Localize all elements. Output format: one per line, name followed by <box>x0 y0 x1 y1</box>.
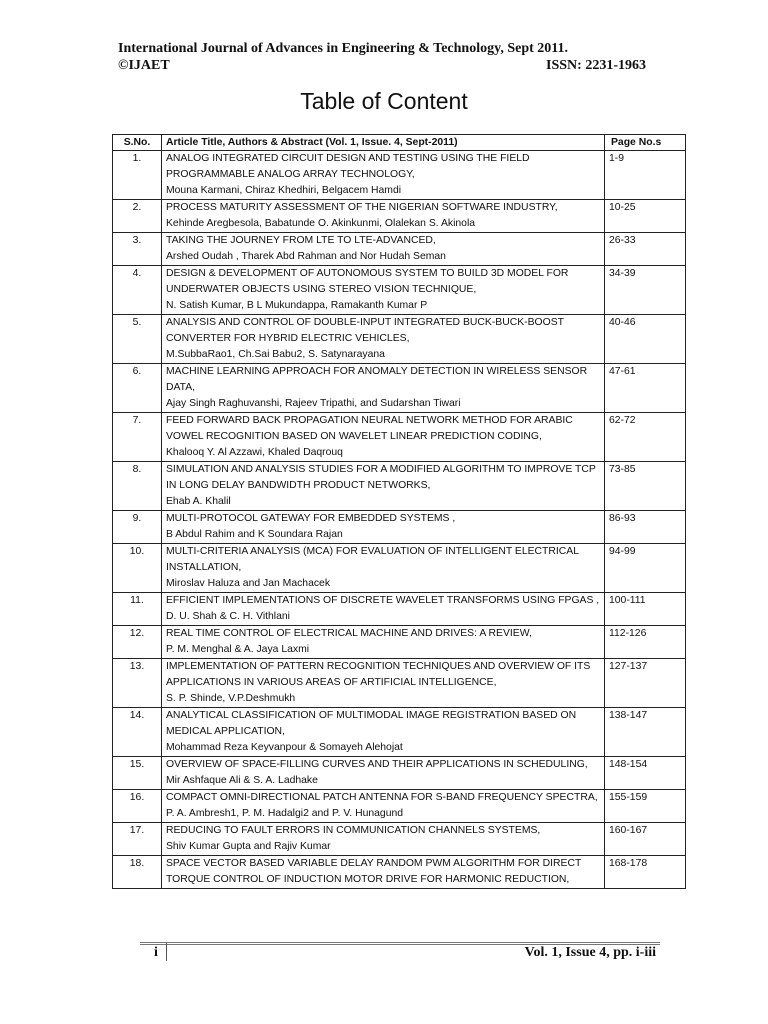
table-row <box>113 511 686 544</box>
table-row <box>113 708 686 757</box>
article-title[interactable]: ANALOG INTEGRATED CIRCUIT DESIGN AND TESTING USING THE FIELD PROGRAMMABLE ANALOG ARRAY TECHNOLOGY, <box>166 153 530 180</box>
row-article <box>162 413 605 462</box>
article-authors: N. Satish Kumar, B L Mukundappa, Ramakanth Kumar P <box>166 300 428 311</box>
row-sno: 17. <box>113 823 162 856</box>
article-title[interactable]: TAKING THE JOURNEY FROM LTE TO LTE-ADVANCED, <box>166 235 436 246</box>
row-pages: 34-39 <box>605 266 686 315</box>
table-row <box>113 659 686 708</box>
row-pages: 148-154 <box>605 757 686 790</box>
article-authors: Mohammad Reza Keyvanpour & Somayeh Alehojat <box>166 742 403 753</box>
article-title[interactable]: REAL TIME CONTROL OF ELECTRICAL MACHINE AND DRIVES: A REVIEW, <box>166 628 532 639</box>
table-row <box>113 413 686 462</box>
table-row <box>113 626 686 659</box>
toc-header-row <box>113 135 686 151</box>
article-title[interactable]: SPACE VECTOR BASED VARIABLE DELAY RANDOM PWM ALGORITHM FOR DIRECT TORQUE CONTROL OF INDUCTION MOTOR DRIVE FOR HARMONIC REDUCTION, <box>166 858 582 885</box>
article-title[interactable]: MULTI-PROTOCOL GATEWAY FOR EMBEDDED SYSTEMS , <box>166 513 456 524</box>
row-pages: 112-126 <box>605 626 686 659</box>
row-sno: 11. <box>113 593 162 626</box>
row-sno: 8. <box>113 462 162 511</box>
table-row <box>113 544 686 593</box>
journal-name: International Journal of Advances in Engineering & Technology, Sept 2011. <box>118 41 569 56</box>
row-sno: 9. <box>113 511 162 544</box>
header-row-2 <box>118 57 646 74</box>
row-sno: 13. <box>113 659 162 708</box>
row-sno: 10. <box>113 544 162 593</box>
row-article <box>162 593 605 626</box>
page-title: Table of Content <box>300 88 468 114</box>
article-authors: D. U. Shah & C. H. Vithlani <box>166 611 290 622</box>
article-title[interactable]: FEED FORWARD BACK PROPAGATION NEURAL NETWORK METHOD FOR ARABIC VOWEL RECOGNITION BASED ON WAVELET LINEAR PREDICTION CODING, <box>166 415 573 442</box>
article-title[interactable]: SIMULATION AND ANALYSIS STUDIES FOR A MODIFIED ALGORITHM TO IMPROVE TCP IN LONG DELAY BANDWIDTH PRODUCT NETWORKS, <box>166 464 596 491</box>
row-article <box>162 462 605 511</box>
toc-table <box>112 134 686 889</box>
table-row <box>113 266 686 315</box>
article-title[interactable]: ANALYTICAL CLASSIFICATION OF MULTIMODAL IMAGE REGISTRATION BASED ON MEDICAL APPLICATION, <box>166 710 577 737</box>
article-authors: Ehab A. Khalil <box>166 496 231 507</box>
article-authors: Kehinde Aregbesola, Babatunde O. Akinkunmi, Olalekan S. Akinola <box>166 218 476 229</box>
row-sno: 18. <box>113 856 162 889</box>
row-article <box>162 659 605 708</box>
article-authors: Khalooq Y. Al Azzawi, Khaled Daqrouq <box>166 447 343 458</box>
row-pages: 47-61 <box>605 364 686 413</box>
row-article <box>162 790 605 823</box>
table-row <box>113 757 686 790</box>
footer-page-number: i <box>154 945 158 960</box>
article-authors: P. A. Ambresh1, P. M. Hadalgi2 and P. V. Hunagund <box>166 808 404 819</box>
row-sno: 15. <box>113 757 162 790</box>
row-sno: 12. <box>113 626 162 659</box>
row-pages: 86-93 <box>605 511 686 544</box>
row-sno: 16. <box>113 790 162 823</box>
article-title[interactable]: COMPACT OMNI-DIRECTIONAL PATCH ANTENNA FOR S-BAND FREQUENCY SPECTRA, <box>166 792 598 803</box>
row-pages: 1-9 <box>605 151 686 200</box>
row-pages: 100-111 <box>605 593 686 626</box>
header-article: Article Title, Authors & Abstract (Vol. 1, Issue. 4, Sept-2011) <box>162 135 605 151</box>
table-row <box>113 233 686 266</box>
row-sno: 5. <box>113 315 162 364</box>
row-pages: 94-99 <box>605 544 686 593</box>
article-title[interactable]: OVERVIEW OF SPACE-FILLING CURVES AND THEIR APPLICATIONS IN SCHEDULING, <box>166 759 588 770</box>
row-sno: 2. <box>113 200 162 233</box>
article-authors: B Abdul Rahim and K Soundara Rajan <box>166 529 343 540</box>
table-row <box>113 315 686 364</box>
row-article <box>162 544 605 593</box>
article-authors: S. P. Shinde, V.P.Deshmukh <box>166 693 296 704</box>
article-title[interactable]: DESIGN & DEVELOPMENT OF AUTONOMOUS SYSTEM TO BUILD 3D MODEL FOR UNDERWATER OBJECTS USING STEREO VISION TECHNIQUE, <box>166 268 569 295</box>
row-article <box>162 856 605 889</box>
table-row <box>113 200 686 233</box>
journal-header <box>118 40 646 74</box>
article-title[interactable]: PROCESS MATURITY ASSESSMENT OF THE NIGERIAN SOFTWARE INDUSTRY, <box>166 202 558 213</box>
toc-body <box>113 151 686 889</box>
table-row <box>113 462 686 511</box>
row-sno: 7. <box>113 413 162 462</box>
table-row <box>113 856 686 889</box>
row-sno: 6. <box>113 364 162 413</box>
article-authors: Arshed Oudah , Tharek Abd Rahman and Nor Hudah Seman <box>166 251 446 262</box>
row-pages: 26-33 <box>605 233 686 266</box>
copyright-mark: ©IJAET <box>118 58 170 73</box>
article-title[interactable]: REDUCING TO FAULT ERRORS IN COMMUNICATION CHANNELS SYSTEMS, <box>166 825 541 836</box>
row-pages: 155-159 <box>605 790 686 823</box>
row-article <box>162 151 605 200</box>
row-article <box>162 266 605 315</box>
footer-separator <box>166 943 167 961</box>
article-title[interactable]: MULTI-CRITERIA ANALYSIS (MCA) FOR EVALUATION OF INTELLIGENT ELECTRICAL INSTALLATION, <box>166 546 579 573</box>
table-row <box>113 823 686 856</box>
row-sno: 1. <box>113 151 162 200</box>
table-row <box>113 151 686 200</box>
row-pages: 127-137 <box>605 659 686 708</box>
row-sno: 4. <box>113 266 162 315</box>
table-row <box>113 593 686 626</box>
row-article <box>162 757 605 790</box>
article-authors: Ajay Singh Raghuvanshi, Rajeev Tripathi, and Sudarshan Tiwari <box>166 398 461 409</box>
footer-volume-info: Vol. 1, Issue 4, pp. i-iii <box>524 945 656 960</box>
article-title[interactable]: MACHINE LEARNING APPROACH FOR ANOMALY DETECTION IN WIRELESS SENSOR DATA, <box>166 366 588 393</box>
issn-number: ISSN: 2231-1963 <box>546 58 646 73</box>
article-authors: Mouna Karmani, Chiraz Khedhiri, Belgacem Hamdi <box>166 185 402 196</box>
row-pages: 62-72 <box>605 413 686 462</box>
table-row <box>113 364 686 413</box>
row-pages: 168-178 <box>605 856 686 889</box>
row-article <box>162 823 605 856</box>
row-pages: 10-25 <box>605 200 686 233</box>
header-pages: Page No.s <box>605 135 686 151</box>
row-pages: 138-147 <box>605 708 686 757</box>
row-sno: 3. <box>113 233 162 266</box>
article-authors: Mir Ashfaque Ali & S. A. Ladhake <box>166 775 318 786</box>
row-article <box>162 364 605 413</box>
row-pages: 160-167 <box>605 823 686 856</box>
article-authors: Miroslav Haluza and Jan Machacek <box>166 578 331 589</box>
row-article <box>162 626 605 659</box>
row-pages: 40-46 <box>605 315 686 364</box>
header-sno: S.No. <box>113 135 162 151</box>
row-article <box>162 315 605 364</box>
table-row <box>113 790 686 823</box>
article-authors: M.SubbaRao1, Ch.Sai Babu2, S. Satynarayana <box>166 349 385 360</box>
row-sno: 14. <box>113 708 162 757</box>
row-pages: 73-85 <box>605 462 686 511</box>
article-title[interactable]: ANALYSIS AND CONTROL OF DOUBLE-INPUT INTEGRATED BUCK-BUCK-BOOST CONVERTER FOR HYBRID ELECTRIC VEHICLES, <box>166 317 564 344</box>
article-authors: P. M. Menghal & A. Jaya Laxmi <box>166 644 310 655</box>
article-title[interactable]: EFFICIENT IMPLEMENTATIONS OF DISCRETE WAVELET TRANSFORMS USING FPGAS , <box>166 595 600 606</box>
row-article <box>162 233 605 266</box>
row-article <box>162 708 605 757</box>
row-article <box>162 200 605 233</box>
article-authors: Shiv Kumar Gupta and Rajiv Kumar <box>166 841 331 852</box>
row-article <box>162 511 605 544</box>
article-title[interactable]: IMPLEMENTATION OF PATTERN RECOGNITION TECHNIQUES AND OVERVIEW OF ITS APPLICATIONS IN VARIOUS AREAS OF ARTIFICIAL INTELLIGENCE, <box>166 661 591 688</box>
